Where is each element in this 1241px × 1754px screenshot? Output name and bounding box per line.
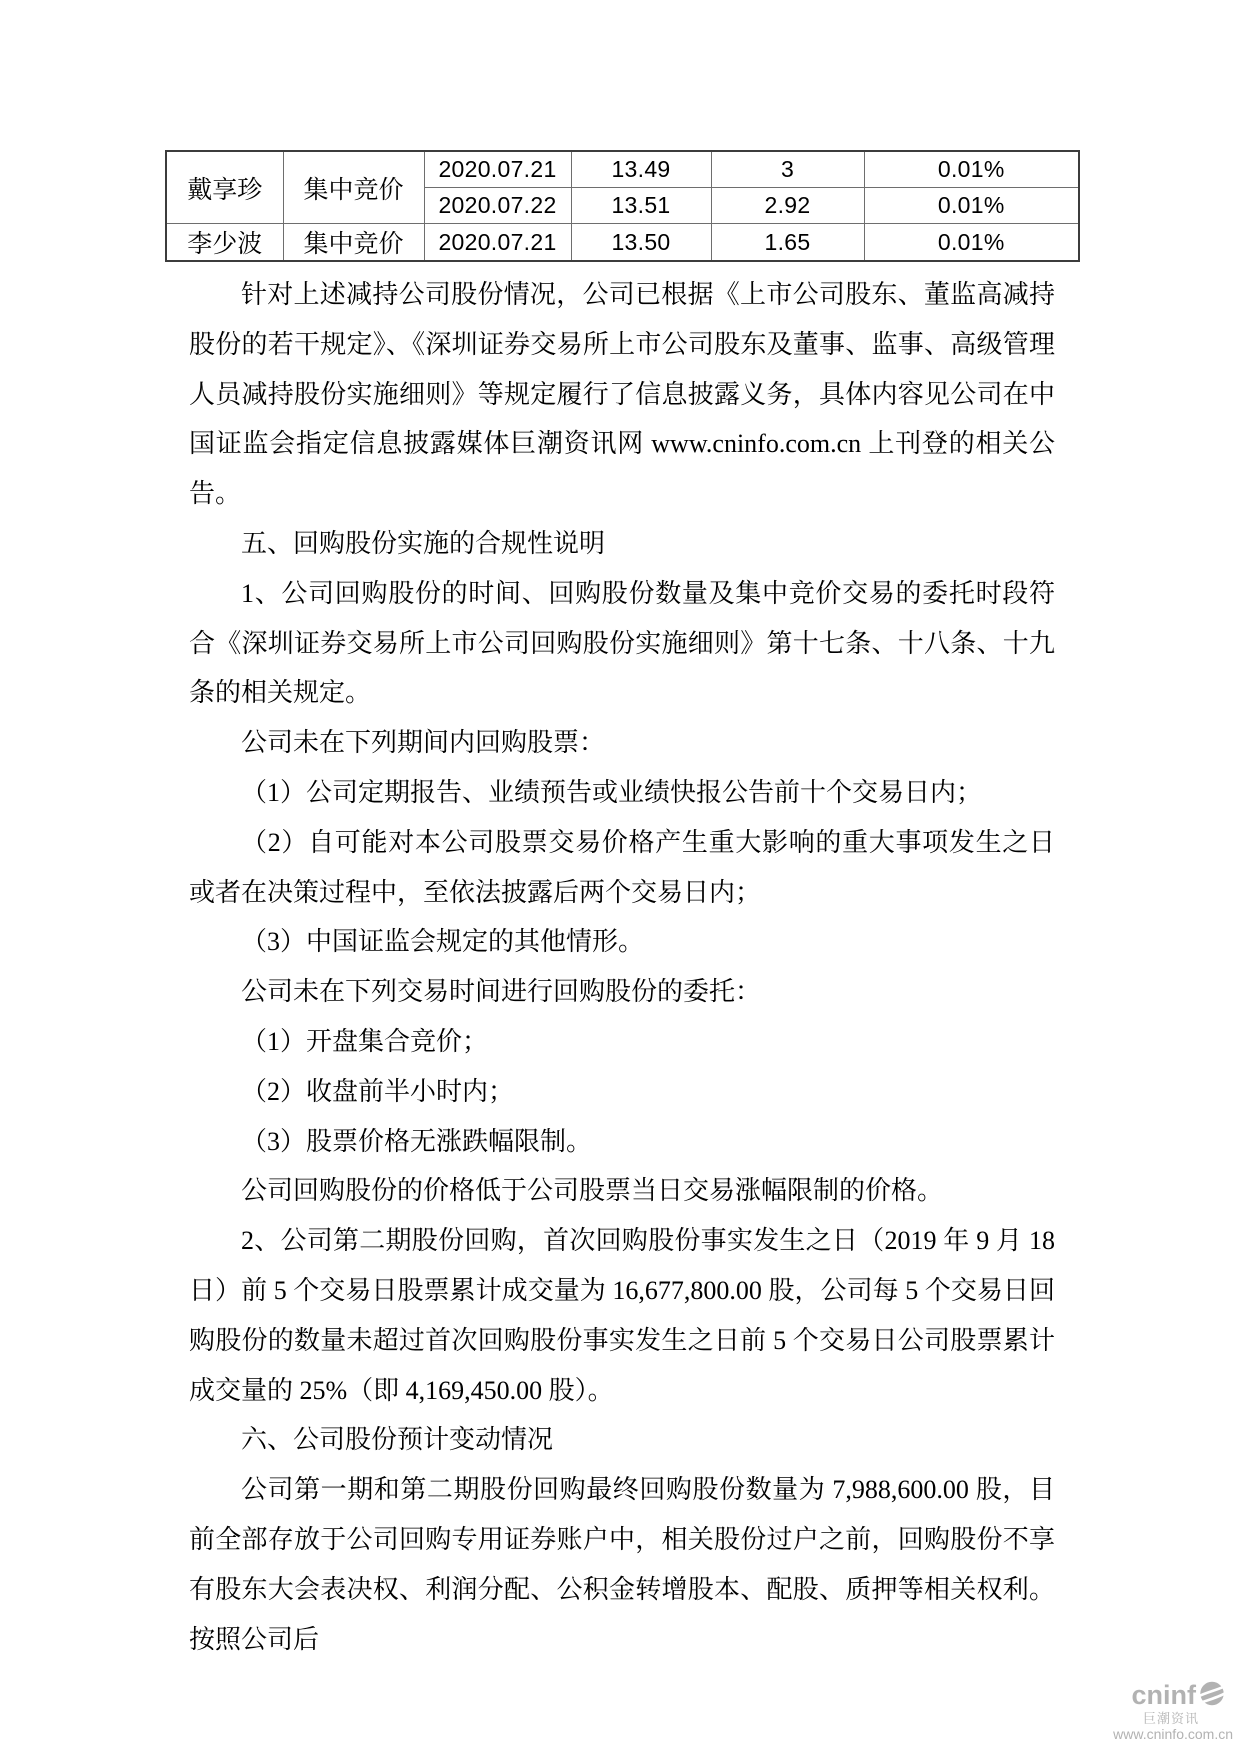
table-row [166, 224, 1079, 262]
paragraph: 公司回购股份的价格低于公司股票当日交易涨幅限制的价格。 [241, 1176, 944, 1206]
trade-quantity-cell: 1.65 [711, 224, 864, 262]
trade-date-cell: 2020.07.21 [424, 151, 571, 188]
paragraph: （3）中国证监会规定的其他情形。 [241, 927, 645, 957]
paragraph: （2）收盘前半小时内； [241, 1076, 515, 1106]
trade-percent-cell: 0.01% [864, 151, 1079, 188]
cninfo-logo-text: cninf [1131, 1680, 1196, 1710]
paragraph: 六、公司股份预计变动情况 [241, 1425, 554, 1455]
paragraph: （1）开盘集合竞价； [241, 1026, 489, 1056]
trade-percent-cell: 0.01% [864, 224, 1079, 262]
paragraph: （3）股票价格无涨跌幅限制。 [241, 1126, 593, 1156]
share-reduction-table [165, 150, 1080, 262]
paragraph: 针对上述减持公司股份情况，公司已根据《上市公司股东、董监高减持股份的若干规定》、《深圳证券交易所上市公司股东及董事、监事、高级管理人员减持股份实施细则》等规定履行了信息披露义务，具体内容见公司在中国证监会指定信息披露媒体巨潮资讯网 www.cninfo.com.cn 上刊登的相关公告。 [189, 280, 1055, 509]
cninfo-logo-row [1083, 1681, 1225, 1710]
trade-method-cell: 集中竞价 [283, 224, 424, 262]
trade-quantity-cell: 3 [711, 151, 864, 188]
paragraph: 五、回购股份实施的合规性说明 [241, 528, 606, 558]
trade-percent-cell: 0.01% [864, 188, 1079, 224]
paragraph: 公司未在下列交易时间进行回购股份的委托： [241, 977, 762, 1007]
trade-quantity-cell: 2.92 [711, 188, 864, 224]
cninfo-chinese-name: 巨潮资讯 [1142, 1711, 1199, 1726]
paragraph: 2、公司第二期股份回购，首次回购股份事实发生之日（2019 年 9 月 18 日）前 5 个交易日股票累计成交量为 16,677,800.00 股，公司每 5 个交易日回购股份的数量未超过首次回购股份事实发生之日前 5 个交易日公司股票累计成交量的 25%（即 4,169,450.00 股）。 [189, 1226, 1055, 1405]
cninfo-url: www.cninfo.com.cn [1113, 1726, 1233, 1742]
document-body [189, 270, 1055, 1664]
cninfo-swirl-icon [1199, 1681, 1225, 1710]
trade-price-cell: 13.49 [571, 151, 711, 188]
trade-date-cell: 2020.07.22 [424, 188, 571, 224]
trade-price-cell: 13.50 [571, 224, 711, 262]
paragraph: 公司第一期和第二期股份回购最终回购股份数量为 7,988,600.00 股，目前全部存放于公司回购专用证券账户中，相关股份过户之前，回购股份不享有股东大会表决权、利润分配、公积金转增股本、配股、质押等相关权利。按照公司后 [189, 1475, 1055, 1654]
paragraph: （1）公司定期报告、业绩预告或业绩快报公告前十个交易日内； [241, 777, 983, 807]
trade-method-cell: 集中竞价 [283, 151, 424, 224]
paragraph: 1、公司回购股份的时间、回购股份数量及集中竞价交易的委托时段符合《深圳证券交易所上市公司回购股份实施细则》第十七条、十八条、十九条的相关规定。 [189, 578, 1055, 708]
holder-name-cell: 戴享珍 [166, 151, 283, 224]
cninfo-watermark [1083, 1681, 1233, 1741]
paragraph: 公司未在下列期间内回购股票： [241, 728, 606, 758]
holder-name-cell: 李少波 [166, 224, 283, 262]
paragraph: （2）自可能对本公司股票交易价格产生重大影响的重大事项发生之日或者在决策过程中，至依法披露后两个交易日内； [189, 827, 1055, 907]
trade-date-cell: 2020.07.21 [424, 224, 571, 262]
table-row [166, 151, 1079, 188]
trade-price-cell: 13.51 [571, 188, 711, 224]
